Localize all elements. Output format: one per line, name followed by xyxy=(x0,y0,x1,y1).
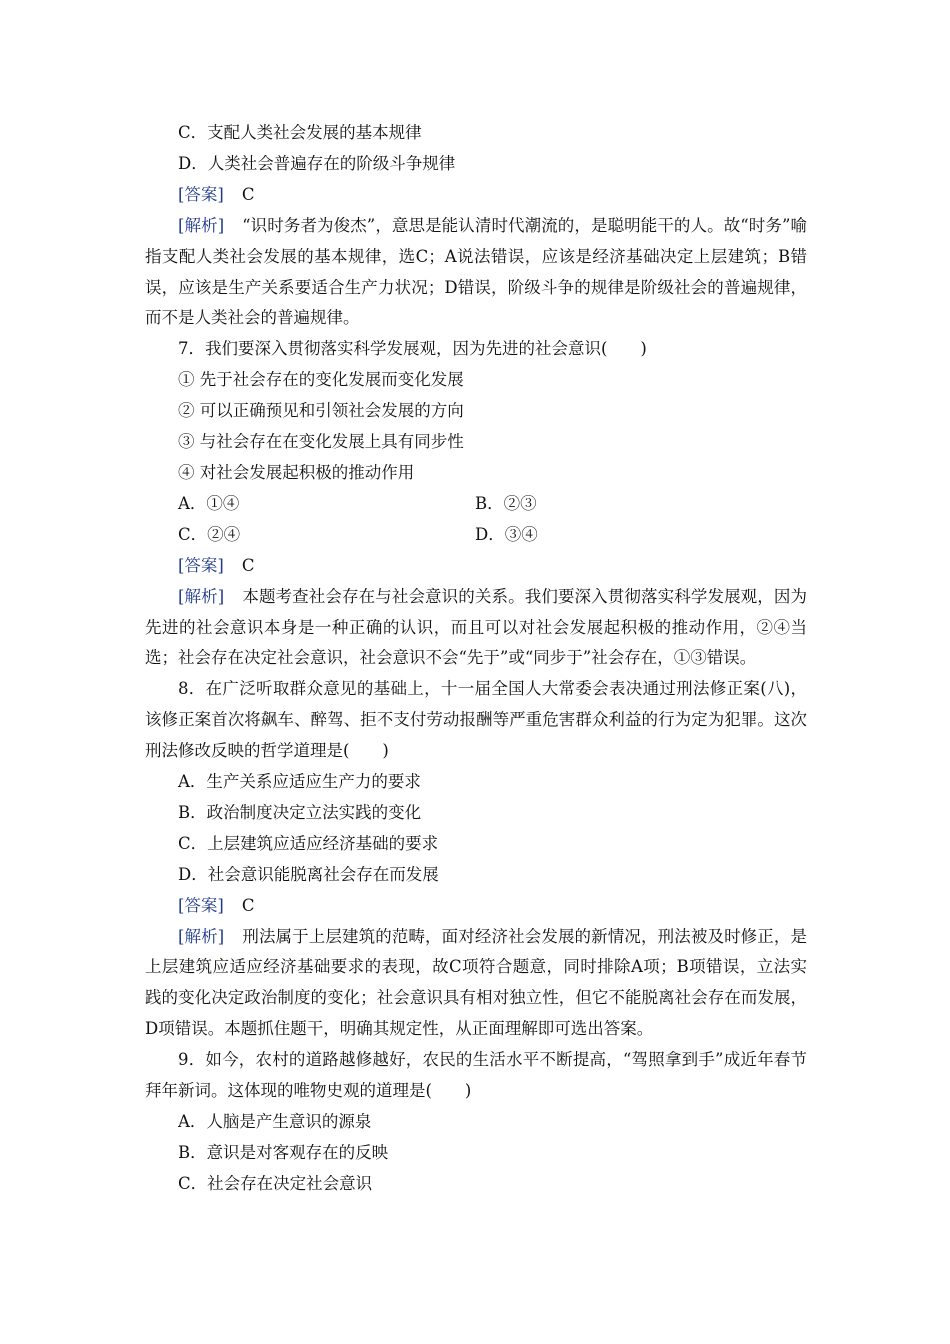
q7-item-3: ③ 与社会存在在变化发展上具有同步性 xyxy=(178,432,464,452)
q6-option-d: D．人类社会普遍存在的阶级斗争规律 xyxy=(178,153,456,173)
analysis-text: “识时务者为俊杰”，意思是能认清时代潮流的，是聪明能干的人。故“时务”喻指支配人类社会发展的基本规律，选C；A说法错误，应该是经济基础决定上层建筑；B错误，应该是生产关系要适合生产力状况；D错误，阶级斗争的规律是阶级社会的普遍规律，而不是人类社会的普遍规律。 xyxy=(145,215,808,328)
analysis-label: [解析] xyxy=(178,586,225,606)
q7-option-b: B．②③ xyxy=(475,493,537,513)
q8-analysis xyxy=(145,922,807,1046)
analysis-label: [解析] xyxy=(178,215,225,235)
q9-option-a: A．人脑是产生意识的源泉 xyxy=(178,1112,372,1131)
q7-options-row-1 xyxy=(145,489,807,520)
q7-analysis xyxy=(145,582,807,675)
q9-stem: 9．如今，农村的道路越修越好，农民的生活水平不断提高，“驾照拿到手”成近年春节拜年新词。这体现的唯物史观的道理是( ) xyxy=(145,1050,807,1101)
q7-item-2: ② 可以正确预见和引领社会发展的方向 xyxy=(178,401,464,421)
q6-answer xyxy=(145,180,807,211)
q8-option-c: C．上层建筑应适应经济基础的要求 xyxy=(178,833,439,853)
answer-label: [答案] xyxy=(178,555,224,575)
q7-option-a: A．①④ xyxy=(178,493,240,513)
answer-value: C xyxy=(241,555,255,575)
answer-value: C xyxy=(241,895,255,915)
analysis-text: 本题考查社会存在与社会意识的关系。我们要深入贯彻落实科学发展观，因为先进的社会意识本身是一种正确的认识，而且可以对社会发展起积极的推动作用，②④当选；社会存在决定社会意识，社会意识不会“先于”或“同步于”社会存在，①③错误。 xyxy=(145,586,808,668)
q9-option-c: C．社会存在决定社会意识 xyxy=(178,1173,373,1193)
analysis-text: 刑法属于上层建筑的范畴，面对经济社会发展的新情况，刑法被及时修正，是上层建筑应适应经济基础要求的表现，故C项符合题意，同时排除A项；B项错误，立法实践的变化决定政治制度的变化；社会意识具有相对独立性，但它不能脱离社会存在而发展，D项错误。本题抓住题干，明确其规定性，从正面理解即可选出答案。 xyxy=(145,926,808,1039)
q6-analysis xyxy=(145,211,807,335)
q7-answer xyxy=(145,551,807,582)
document-page xyxy=(145,118,807,1200)
q9-option-b: B．意识是对客观存在的反映 xyxy=(178,1142,389,1162)
q7-item-4: ④ 对社会发展起积极的推动作用 xyxy=(178,462,415,482)
answer-label: [答案] xyxy=(178,184,224,204)
q8-option-d: D．社会意识能脱离社会存在而发展 xyxy=(178,864,439,884)
q8-answer xyxy=(145,891,807,922)
q7-stem: 7．我们要深入贯彻落实科学发展观，因为先进的社会意识( ) xyxy=(178,339,647,359)
answer-label: [答案] xyxy=(178,895,224,915)
analysis-label: [解析] xyxy=(178,926,225,946)
q7-option-c: C．②④ xyxy=(178,524,241,544)
q8-option-b: B．政治制度决定立法实践的变化 xyxy=(178,802,422,822)
q8-stem: 8．在广泛听取群众意见的基础上，十一届全国人大常委会表决通过刑法修正案(八)，该修正案首次将飙车、醉驾、拒不支付劳动报酬等严重危害群众利益的行为定为犯罪。这次刑法修改反映的哲学道理是( ) xyxy=(145,679,807,761)
answer-value: C xyxy=(241,184,255,204)
q8-option-a: A．生产关系应适应生产力的要求 xyxy=(178,772,421,792)
q7-option-d: D．③④ xyxy=(475,524,538,544)
q7-options-row-2 xyxy=(145,520,807,551)
q7-item-1: ① 先于社会存在的变化发展而变化发展 xyxy=(178,370,464,390)
q6-option-c: C．支配人类社会发展的基本规律 xyxy=(178,123,422,142)
